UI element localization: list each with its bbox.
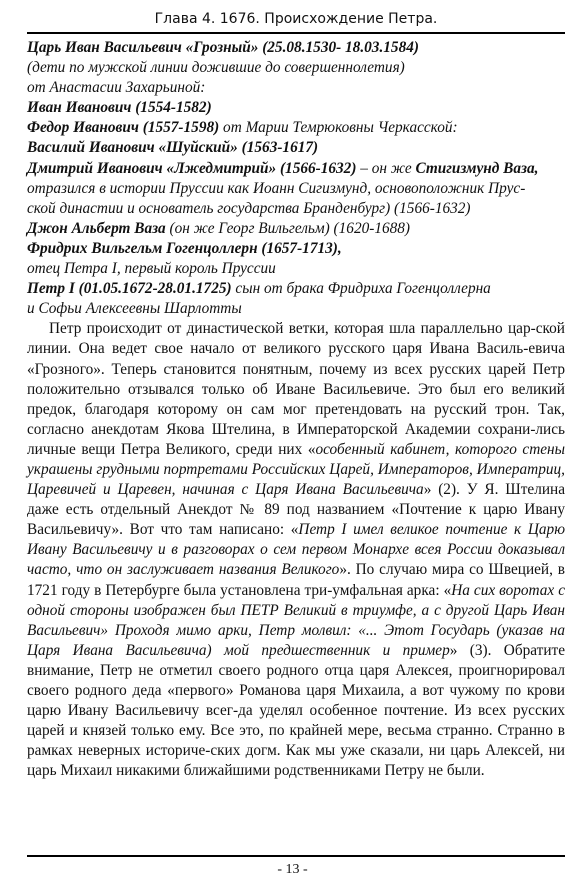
genealogy-detail: от Анастасии Захарьиной:: [27, 79, 206, 97]
genealogy-line: [27, 239, 565, 259]
genealogy-line: [27, 138, 565, 158]
paragraph-text: ». По случаю мира со Швецией, в 1721 году в Петербурге была установлена три-умфальная арка: «: [27, 561, 565, 599]
genealogy-line: [27, 259, 565, 279]
genealogy-detail: сын от брака Фридриха Гогенцоллерна: [231, 280, 491, 298]
genealogy-line: [27, 58, 565, 78]
quote-text: Петр I имел великое почтение к Царю Ивану Васильевичу и в разговорах о сем первом Монархе всея России доказывал часто, что он заслуживает названия Великого: [27, 521, 565, 579]
genealogy-line: [27, 219, 565, 239]
genealogy-name: Фридрих Вильгельм Гогенцоллерн (1657-1713),: [27, 239, 342, 257]
genealogy-name: Петр I (01.05.1672-28.01.1725): [27, 280, 232, 298]
genealogy-line: [27, 179, 565, 199]
genealogy-detail: – он же: [356, 159, 416, 177]
genealogy-name: Иван Иванович (1554-1582): [27, 99, 212, 117]
genealogy-detail: ской династии и основатель государства Бранденбург) (1566-1632): [27, 199, 471, 217]
genealogy-detail: от Марии Темрюковны Черкасской:: [219, 119, 458, 137]
header-rule: [27, 32, 565, 34]
page-body: [27, 38, 565, 781]
genealogy-name: Федор Иванович (1557-1598): [27, 119, 220, 137]
genealogy-name: Дмитрий Иванович «Лжедмитрий» (1566-1632): [27, 159, 357, 177]
quote-text: На сих воротах с одной стороны изображен был ПЕТР Великий в триумфе, а с другой Царь Иван Васильевич» Проходя мимо арки, Петр молвил: «... Этот Государь (указав на Царя Ивана Васильевича) мой предшественник и пример: [27, 581, 565, 659]
quote-text: особенный кабинет, которого стены украшены грудными портретами Российских Царей, Императоров, Императриц, Царевичей и Царевен, начиная с Царя Ивана Васильевича: [27, 440, 565, 499]
genealogy-detail: (дети по мужской линии дожившие до совершеннолетия): [27, 59, 405, 77]
genealogy-detail: (он же Георг Вильгельм) (1620-1688): [165, 219, 411, 237]
genealogy-detail: и Софьи Алексеевны Шарлотты: [27, 300, 242, 318]
genealogy-line: [27, 38, 565, 58]
genealogy-line: [27, 78, 565, 98]
genealogy-name: Царь Иван Васильевич «Грозный» (25.08.1530- 18.03.1584): [27, 39, 419, 56]
genealogy-line: [27, 299, 565, 319]
page-number: - 13 -: [277, 862, 308, 877]
genealogy-detail: отразился в истории Пруссии как Иоанн Сигизмунд, основоположник Прус-: [27, 179, 526, 197]
body-paragraph: [27, 319, 565, 781]
genealogy-line: [27, 98, 565, 118]
paragraph-text: Петр происходит от династической ветки, которая шла параллельно цар-ской линии. Она ведет свое начало от великого русского царя Ивана Василь-евича «Грозного». Теперь становится понятным, почему из всех русских царей Петр положительно отзывался только об Иване Васильевиче. Это был его великий предок, благодаря которому он сам мог претендовать на русский трон. Так, согласно анекдотам Якова Штелина, в Императорской Академии сохрани-лись личные вещи Петра Великого, среди них «: [27, 320, 565, 458]
footer-rule: [27, 855, 565, 857]
genealogy-line: [27, 159, 565, 179]
genealogy-name: Джон Альберт Ваза: [27, 219, 166, 237]
paragraph-text: » (2). У Я. Штелина даже есть отдельный Анекдот № 89 под названием «Почтение к царю Ивану Васильевичу». Вот что там написано: «: [27, 481, 565, 539]
chapter-header: Глава 4. 1676. Происхождение Петра.: [154, 11, 438, 27]
genealogy-alias: Стигизмунд Ваза,: [415, 159, 539, 177]
genealogy-line: [27, 279, 565, 299]
genealogy-line: [27, 199, 565, 219]
genealogy-detail: отец Петра I, первый король Пруссии: [27, 260, 276, 278]
genealogy-name: Василий Иванович «Шуйский» (1563-1617): [27, 139, 319, 157]
paragraph-text: » (3). Обратите внимание, Петр не отметил своего родного отца царя Алексея, проигнорировал своего родного деда «первого» Романова царя Михаила, а вот чужому по крови царю Ивану Васильевичу всег-да уделял особенное почтение. Из всех русских царей и князей только ему. Все это, по крайней мере, весьма странно. Странно в рамках неверных историче-ских догм. Как мы уже сказали, ни царь Алексей, ни царь Михаил никакими ближайшими родственниками Петру не были.: [27, 641, 565, 780]
genealogy-list: [27, 38, 565, 319]
genealogy-line: [27, 118, 565, 138]
